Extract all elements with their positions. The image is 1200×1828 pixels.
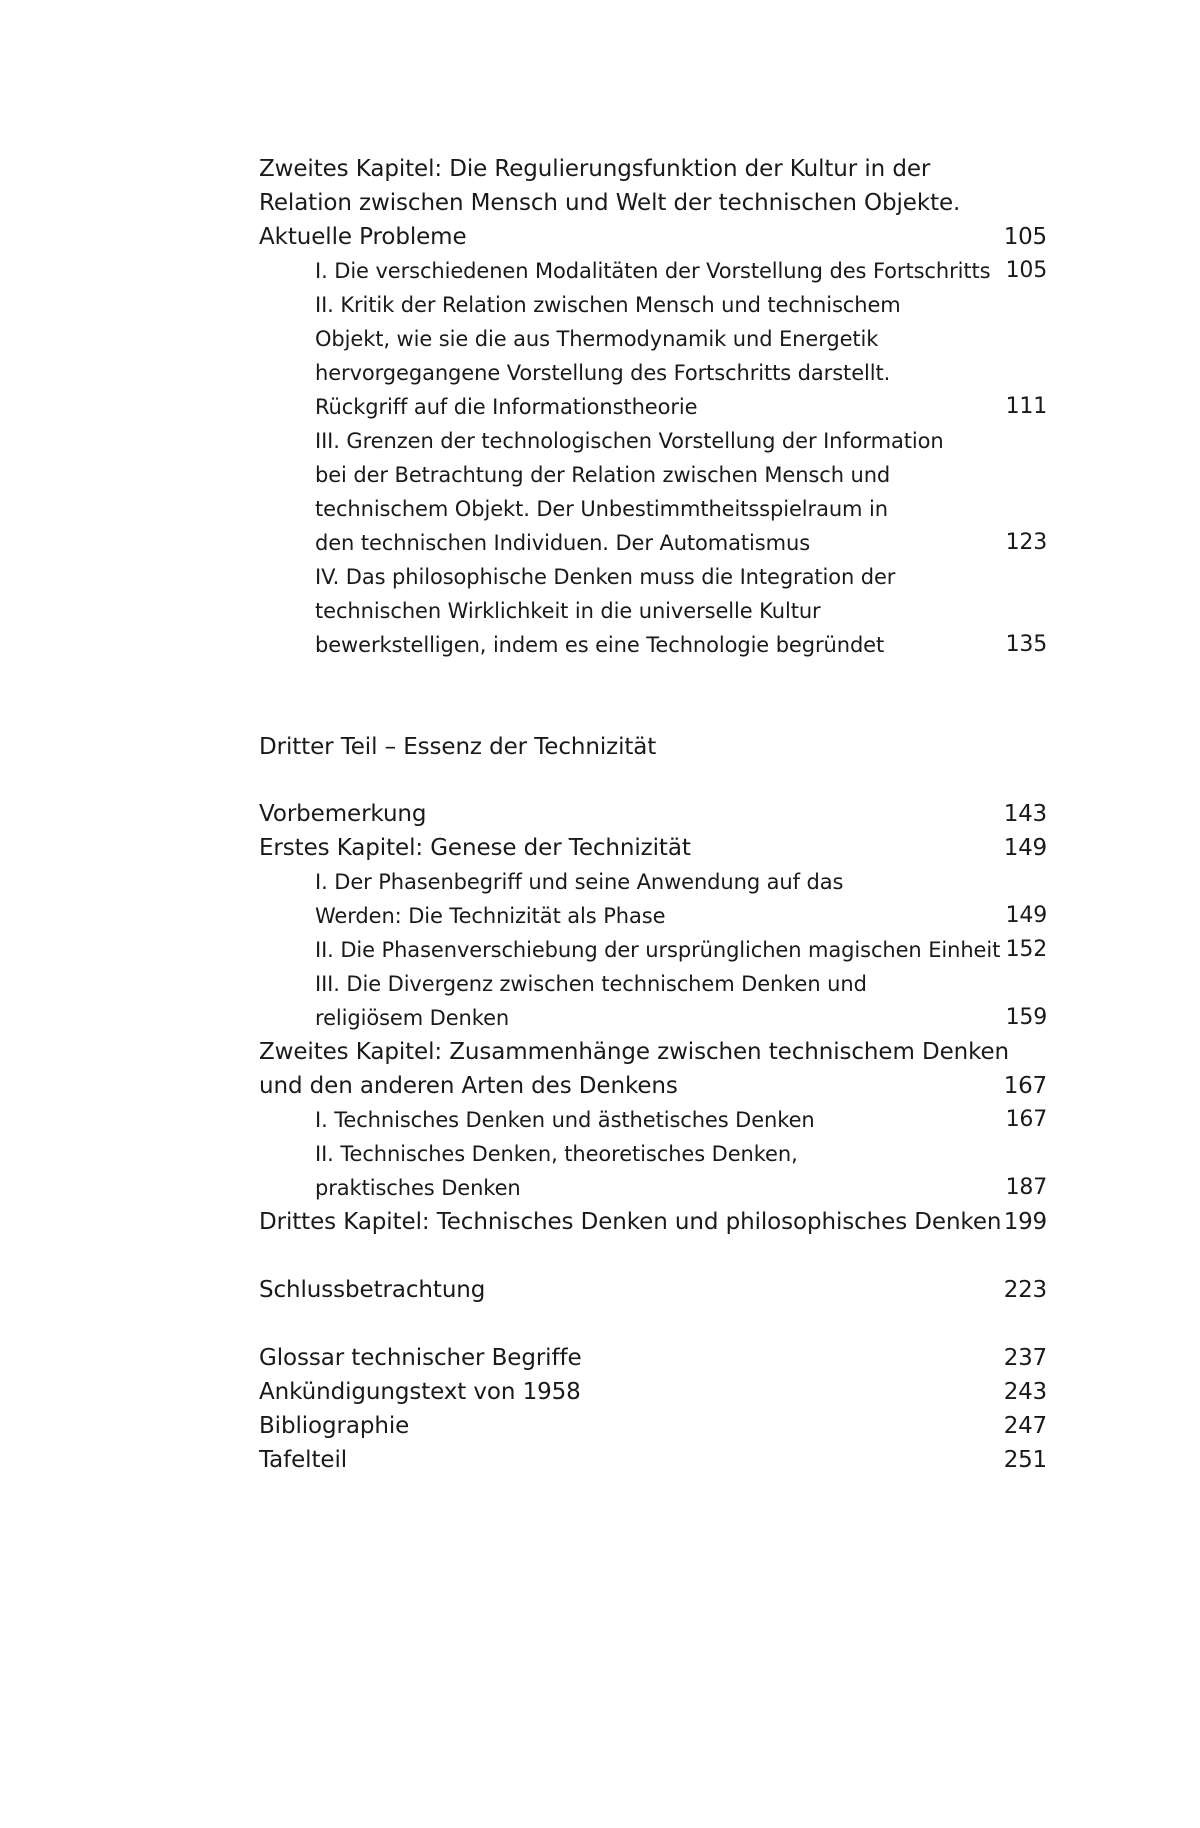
toc-entry-page: 247 (1003, 1413, 1047, 1439)
toc-entry-text: III. Grenzen der technologischen Vorstellung der Information (315, 429, 944, 453)
toc-entry-text: II. Kritik der Relation zwischen Mensch und technischem (315, 293, 901, 317)
toc-entry-page: 135 (1005, 632, 1047, 657)
toc-entry-text: Werden: Die Technizität als Phase (315, 904, 666, 928)
toc-entry-page: 149 (1003, 835, 1047, 861)
toc-entry-text: Zweites Kapitel: Die Regulierungsfunktion der Kultur in der (259, 156, 931, 182)
toc-entry-text: religiösem Denken (315, 1006, 510, 1030)
toc-entry-page: 149 (1005, 903, 1047, 928)
toc-entry-text: hervorgegangene Vorstellung des Fortschritts darstellt. (315, 361, 891, 385)
toc-entry-text: Bibliographie (259, 1413, 410, 1439)
toc-entry (0, 831, 1200, 865)
toc-entry-page: 243 (1003, 1379, 1047, 1405)
toc-entry-page: 223 (1003, 1277, 1047, 1303)
toc-entry (0, 390, 1200, 424)
toc-entry (0, 1001, 1200, 1035)
toc-entry (0, 526, 1200, 560)
toc-entry-text: II. Die Phasenverschiebung der ursprünglichen magischen Einheit (315, 938, 1001, 962)
toc-entry (0, 424, 1200, 458)
toc-entry (0, 1035, 1200, 1069)
toc-entry-page: 123 (1005, 530, 1047, 555)
toc-entry-text: Zweites Kapitel: Zusammenhänge zwischen technischem Denken (259, 1039, 1010, 1065)
toc-entry-page: 105 (1005, 258, 1047, 283)
toc-entry-text: Rückgriff auf die Informationstheorie (315, 395, 698, 419)
toc-entry-text: und den anderen Arten des Denkens (259, 1073, 678, 1099)
toc-entry-text: bei der Betrachtung der Relation zwischen Mensch und (315, 463, 891, 487)
toc-entry (0, 1273, 1200, 1307)
toc-entry-text: I. Der Phasenbegriff und seine Anwendung auf das (315, 870, 844, 894)
toc-entry-text: Relation zwischen Mensch und Welt der technischen Objekte. (259, 190, 961, 216)
toc-entry-text: III. Die Divergenz zwischen technischem Denken und (315, 972, 867, 996)
toc-entry-page: 251 (1003, 1447, 1047, 1473)
toc-entry-page: 167 (1005, 1107, 1047, 1132)
toc-entry-page: 105 (1003, 224, 1047, 250)
toc-entry (0, 594, 1200, 628)
toc-entry-page: 187 (1005, 1175, 1047, 1200)
toc-entry (0, 492, 1200, 526)
toc-entry-text: Drittes Kapitel: Technisches Denken und philosophisches Denken (259, 1209, 1002, 1235)
toc-entry-page: 167 (1003, 1073, 1047, 1099)
toc-entry-page: 159 (1005, 1005, 1047, 1030)
toc-entry (0, 458, 1200, 492)
toc-entry (0, 1137, 1200, 1171)
toc-entry-text: technischem Objekt. Der Unbestimmtheitsspielraum in (315, 497, 888, 521)
toc-entry (0, 1375, 1200, 1409)
part-heading-text: Dritter Teil – Essenz der Technizität (259, 734, 657, 760)
toc-entry-text: Glossar technischer Begriffe (259, 1345, 582, 1371)
toc-entry-text: Objekt, wie sie die aus Thermodynamik und Energetik (315, 327, 879, 351)
toc-entry (0, 865, 1200, 899)
toc-entry-text: I. Die verschiedenen Modalitäten der Vorstellung des Fortschritts (315, 259, 991, 283)
toc-entry-page: 111 (1005, 394, 1047, 419)
toc-entry (0, 288, 1200, 322)
toc-entry (0, 1409, 1200, 1443)
toc-entry (0, 560, 1200, 594)
toc-entry-text: Erstes Kapitel: Genese der Technizität (259, 835, 691, 861)
toc-entry (0, 356, 1200, 390)
toc-entry (0, 1443, 1200, 1477)
toc-entry-text: technischen Wirklichkeit in die universelle Kultur (315, 599, 821, 623)
toc-entry-page: 199 (1003, 1209, 1047, 1235)
toc-entry-text: den technischen Individuen. Der Automatismus (315, 531, 811, 555)
toc-entry (0, 1171, 1200, 1205)
toc-entry-text: Aktuelle Probleme (259, 224, 467, 250)
toc-entry-page: 152 (1005, 937, 1047, 962)
toc-entry-text: IV. Das philosophische Denken muss die Integration der (315, 565, 896, 589)
toc-entry-text: Vorbemerkung (259, 801, 427, 827)
toc-entry-text: I. Technisches Denken und ästhetisches Denken (315, 1108, 815, 1132)
part-heading (0, 730, 1200, 764)
toc-entry-text: II. Technisches Denken, theoretisches Denken, (315, 1142, 798, 1166)
toc-entry-page: 237 (1003, 1345, 1047, 1371)
toc-entry (0, 322, 1200, 356)
toc-entry (0, 220, 1200, 254)
toc-entry (0, 933, 1200, 967)
toc-entry (0, 152, 1200, 186)
toc-entry (0, 1103, 1200, 1137)
toc-entry (0, 797, 1200, 831)
toc-entry (0, 1069, 1200, 1103)
toc-entry (0, 899, 1200, 933)
toc-entry (0, 186, 1200, 220)
toc-entry (0, 1341, 1200, 1375)
toc-entry (0, 628, 1200, 662)
toc-entry-text: bewerkstelligen, indem es eine Technologie begründet (315, 633, 885, 657)
toc-entry-text: Tafelteil (259, 1447, 348, 1473)
toc-entry-page: 143 (1003, 801, 1047, 827)
toc-entry (0, 1205, 1200, 1239)
toc-entry-text: praktisches Denken (315, 1176, 521, 1200)
toc-entry (0, 254, 1200, 288)
toc-entry-text: Ankündigungstext von 1958 (259, 1379, 581, 1405)
toc-entry (0, 967, 1200, 1001)
toc-entry-text: Schlussbetrachtung (259, 1277, 486, 1303)
